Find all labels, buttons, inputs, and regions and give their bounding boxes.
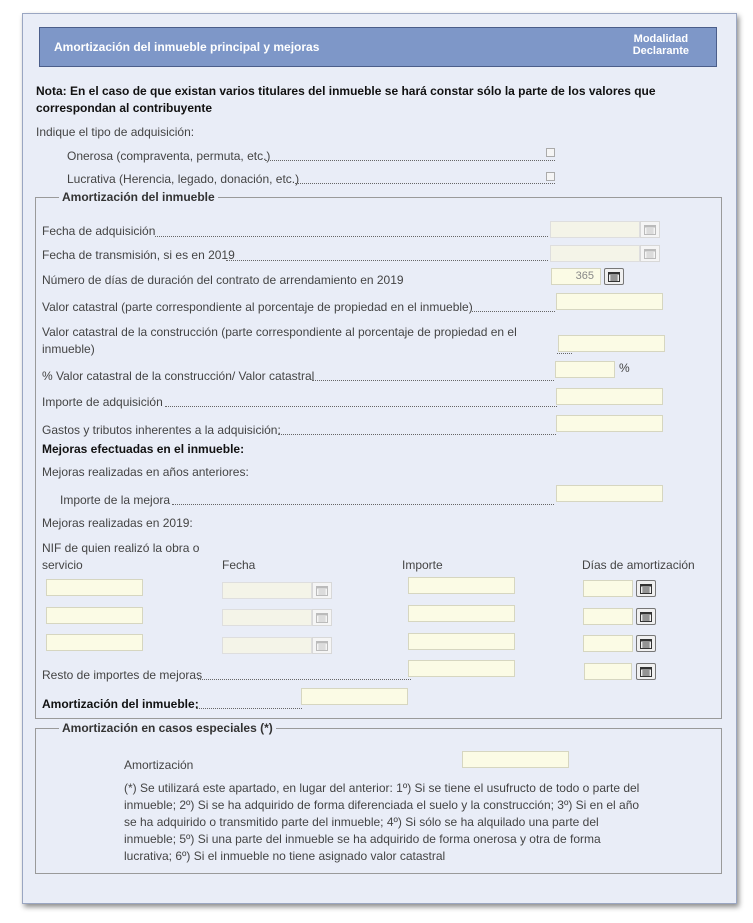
dotted-leader: [295, 183, 555, 184]
tipo-adquisicion-label: Indique el tipo de adquisición:: [36, 125, 195, 139]
calendar-icon: [316, 640, 328, 651]
mejora-dias-calendar[interactable]: [636, 635, 656, 652]
mejora-dias-input[interactable]: [583, 580, 633, 597]
resto-label: Resto de importes de mejoras: [42, 668, 203, 682]
valor-catastral-label: Valor catastral (parte correspondiente al porcentaje de propiedad en el inmueble): [42, 300, 473, 314]
calendar-icon: [644, 248, 656, 259]
dias-contrato-label: Número de días de duración del contrato de arrendamiento en 2019: [42, 273, 404, 287]
dotted-leader: [557, 353, 572, 354]
mejora-nif-input[interactable]: [46, 634, 143, 651]
valor-construccion-label-1: Valor catastral de la construcción (parte correspondiente al porcentaje de propiedad en el: [42, 325, 517, 339]
dotted-leader: [226, 260, 548, 261]
valor-construccion-input[interactable]: [558, 335, 665, 352]
dotted-leader: [312, 380, 554, 381]
calendar-icon: [644, 224, 656, 235]
calendar-icon: [316, 585, 328, 596]
resto-dias-input[interactable]: [584, 663, 632, 680]
percent-sign: %: [619, 361, 630, 375]
mejora-importe-input[interactable]: [408, 605, 515, 622]
mejora-dias-input[interactable]: [583, 608, 633, 625]
fecha-transmision-input[interactable]: [550, 245, 640, 262]
amortizacion-total-label: Amortización del inmueble:: [42, 697, 199, 711]
mejoras-title: Mejoras efectuadas en el inmueble:: [42, 442, 245, 456]
fecha-transmision-calendar[interactable]: [640, 245, 660, 262]
calendar-icon: [640, 638, 652, 649]
fecha-adquisicion-input[interactable]: [550, 221, 640, 238]
mejora-importe-input[interactable]: [408, 577, 515, 594]
mejora-fecha-calendar[interactable]: [312, 609, 332, 626]
porcentaje-label: % Valor catastral de la construcción/ Valor catastral: [42, 369, 315, 383]
modalidad-label: [633, 33, 689, 57]
modalidad-line1: Modalidad: [633, 33, 689, 45]
mejora-fecha-input[interactable]: [222, 637, 312, 654]
dotted-leader: [470, 311, 555, 312]
calendar-icon: [316, 612, 328, 623]
dias-contrato-calendar[interactable]: [604, 268, 624, 285]
section-header: [39, 27, 717, 67]
gastos-input[interactable]: [556, 415, 663, 432]
mejora-fecha-input[interactable]: [222, 582, 312, 599]
mejora-nif-input[interactable]: [46, 579, 143, 596]
onerosa-label: Onerosa (compraventa, permuta, etc.): [67, 149, 271, 163]
mejora-dias-calendar[interactable]: [636, 580, 656, 597]
especiales-note: (*) Se utilizará este apartado, en lugar del anterior: 1º) Si se tiene el usufructo de todo o parte del inmueble; 2º) Si se ha adquirido de forma diferenciada el suelo y la construcción; 3º) Si en el año se ha adquirido o transmitido parte del inmueble; 4º) Si sólo se ha alquilado una parte del inmueble; 5º) Si una parte del inmueble se ha adquirido de forma onerosa y otra de forma lucrativa; 6º) Si el inmueble no tiene asignado valor catastral: [124, 781, 640, 863]
amortizacion-especial-input[interactable]: [462, 751, 569, 768]
mejora-importe-input[interactable]: [408, 633, 515, 650]
mejora-dias-input[interactable]: [583, 635, 633, 652]
page-title: Amortización del inmueble principal y mejoras: [54, 40, 320, 54]
importe-adquisicion-label: Importe de adquisición: [42, 395, 163, 409]
dias-contrato-input[interactable]: 365: [551, 268, 601, 285]
mejora-nif-input[interactable]: [46, 607, 143, 624]
mejoras-2019-label: Mejoras realizadas en 2019:: [42, 516, 193, 530]
col-importe-header: Importe: [402, 558, 443, 572]
dotted-leader: [198, 679, 411, 680]
mejora-fecha-calendar[interactable]: [312, 582, 332, 599]
lucrativa-checkbox[interactable]: [546, 172, 555, 181]
calendar-icon: [640, 611, 652, 622]
col-nif-header-1: NIF de quien realizó la obra o: [42, 541, 200, 555]
calendar-icon: [608, 271, 620, 282]
especiales-legend: Amortización en casos especiales (*): [59, 721, 276, 735]
porcentaje-input[interactable]: [555, 361, 615, 378]
lucrativa-label: Lucrativa (Herencia, legado, donación, etc.): [67, 172, 300, 186]
col-nif-header-2: servicio: [42, 558, 83, 572]
fecha-adquisicion-label: Fecha de adquisición: [42, 224, 156, 238]
dotted-leader: [278, 434, 556, 435]
resto-dias-calendar[interactable]: [636, 663, 656, 680]
mejora-dias-calendar[interactable]: [636, 608, 656, 625]
dotted-leader: [155, 236, 548, 237]
onerosa-checkbox[interactable]: [546, 148, 555, 157]
calendar-icon: [640, 666, 652, 677]
nota-text: Nota: En el caso de que existan varios titulares del inmueble se hará constar sólo la parte de los valores que correspondan al contribuyente: [36, 84, 656, 115]
mejoras-anteriores-label: Mejoras realizadas en años anteriores:: [42, 465, 249, 479]
resto-importe-input[interactable]: [408, 660, 515, 677]
amortizacion-total-input[interactable]: [301, 688, 408, 705]
valor-construccion-label-2: inmueble): [42, 342, 95, 356]
col-dias-header: Días de amortización: [582, 558, 695, 572]
importe-adquisicion-input[interactable]: [556, 388, 663, 405]
modalidad-line2: Declarante: [632, 45, 689, 57]
col-fecha-header: Fecha: [222, 558, 256, 572]
mejora-fecha-input[interactable]: [222, 609, 312, 626]
fecha-transmision-label: Fecha de transmisión, si es en 2019: [42, 248, 235, 262]
gastos-label: Gastos y tributos inherentes a la adquisición:: [42, 423, 281, 437]
fecha-adquisicion-calendar[interactable]: [640, 221, 660, 238]
mejora-fecha-calendar[interactable]: [312, 637, 332, 654]
calendar-icon: [640, 583, 652, 594]
importe-mejora-input[interactable]: [556, 485, 663, 502]
dotted-leader: [196, 708, 302, 709]
amortizacion-legend: Amortización del inmueble: [59, 190, 218, 204]
valor-catastral-input[interactable]: [556, 293, 663, 310]
amortizacion-especial-label: Amortización: [124, 758, 194, 772]
dotted-leader: [165, 406, 557, 407]
dotted-leader: [265, 160, 555, 161]
importe-mejora-label: Importe de la mejora: [60, 493, 171, 507]
dotted-leader: [172, 504, 554, 505]
